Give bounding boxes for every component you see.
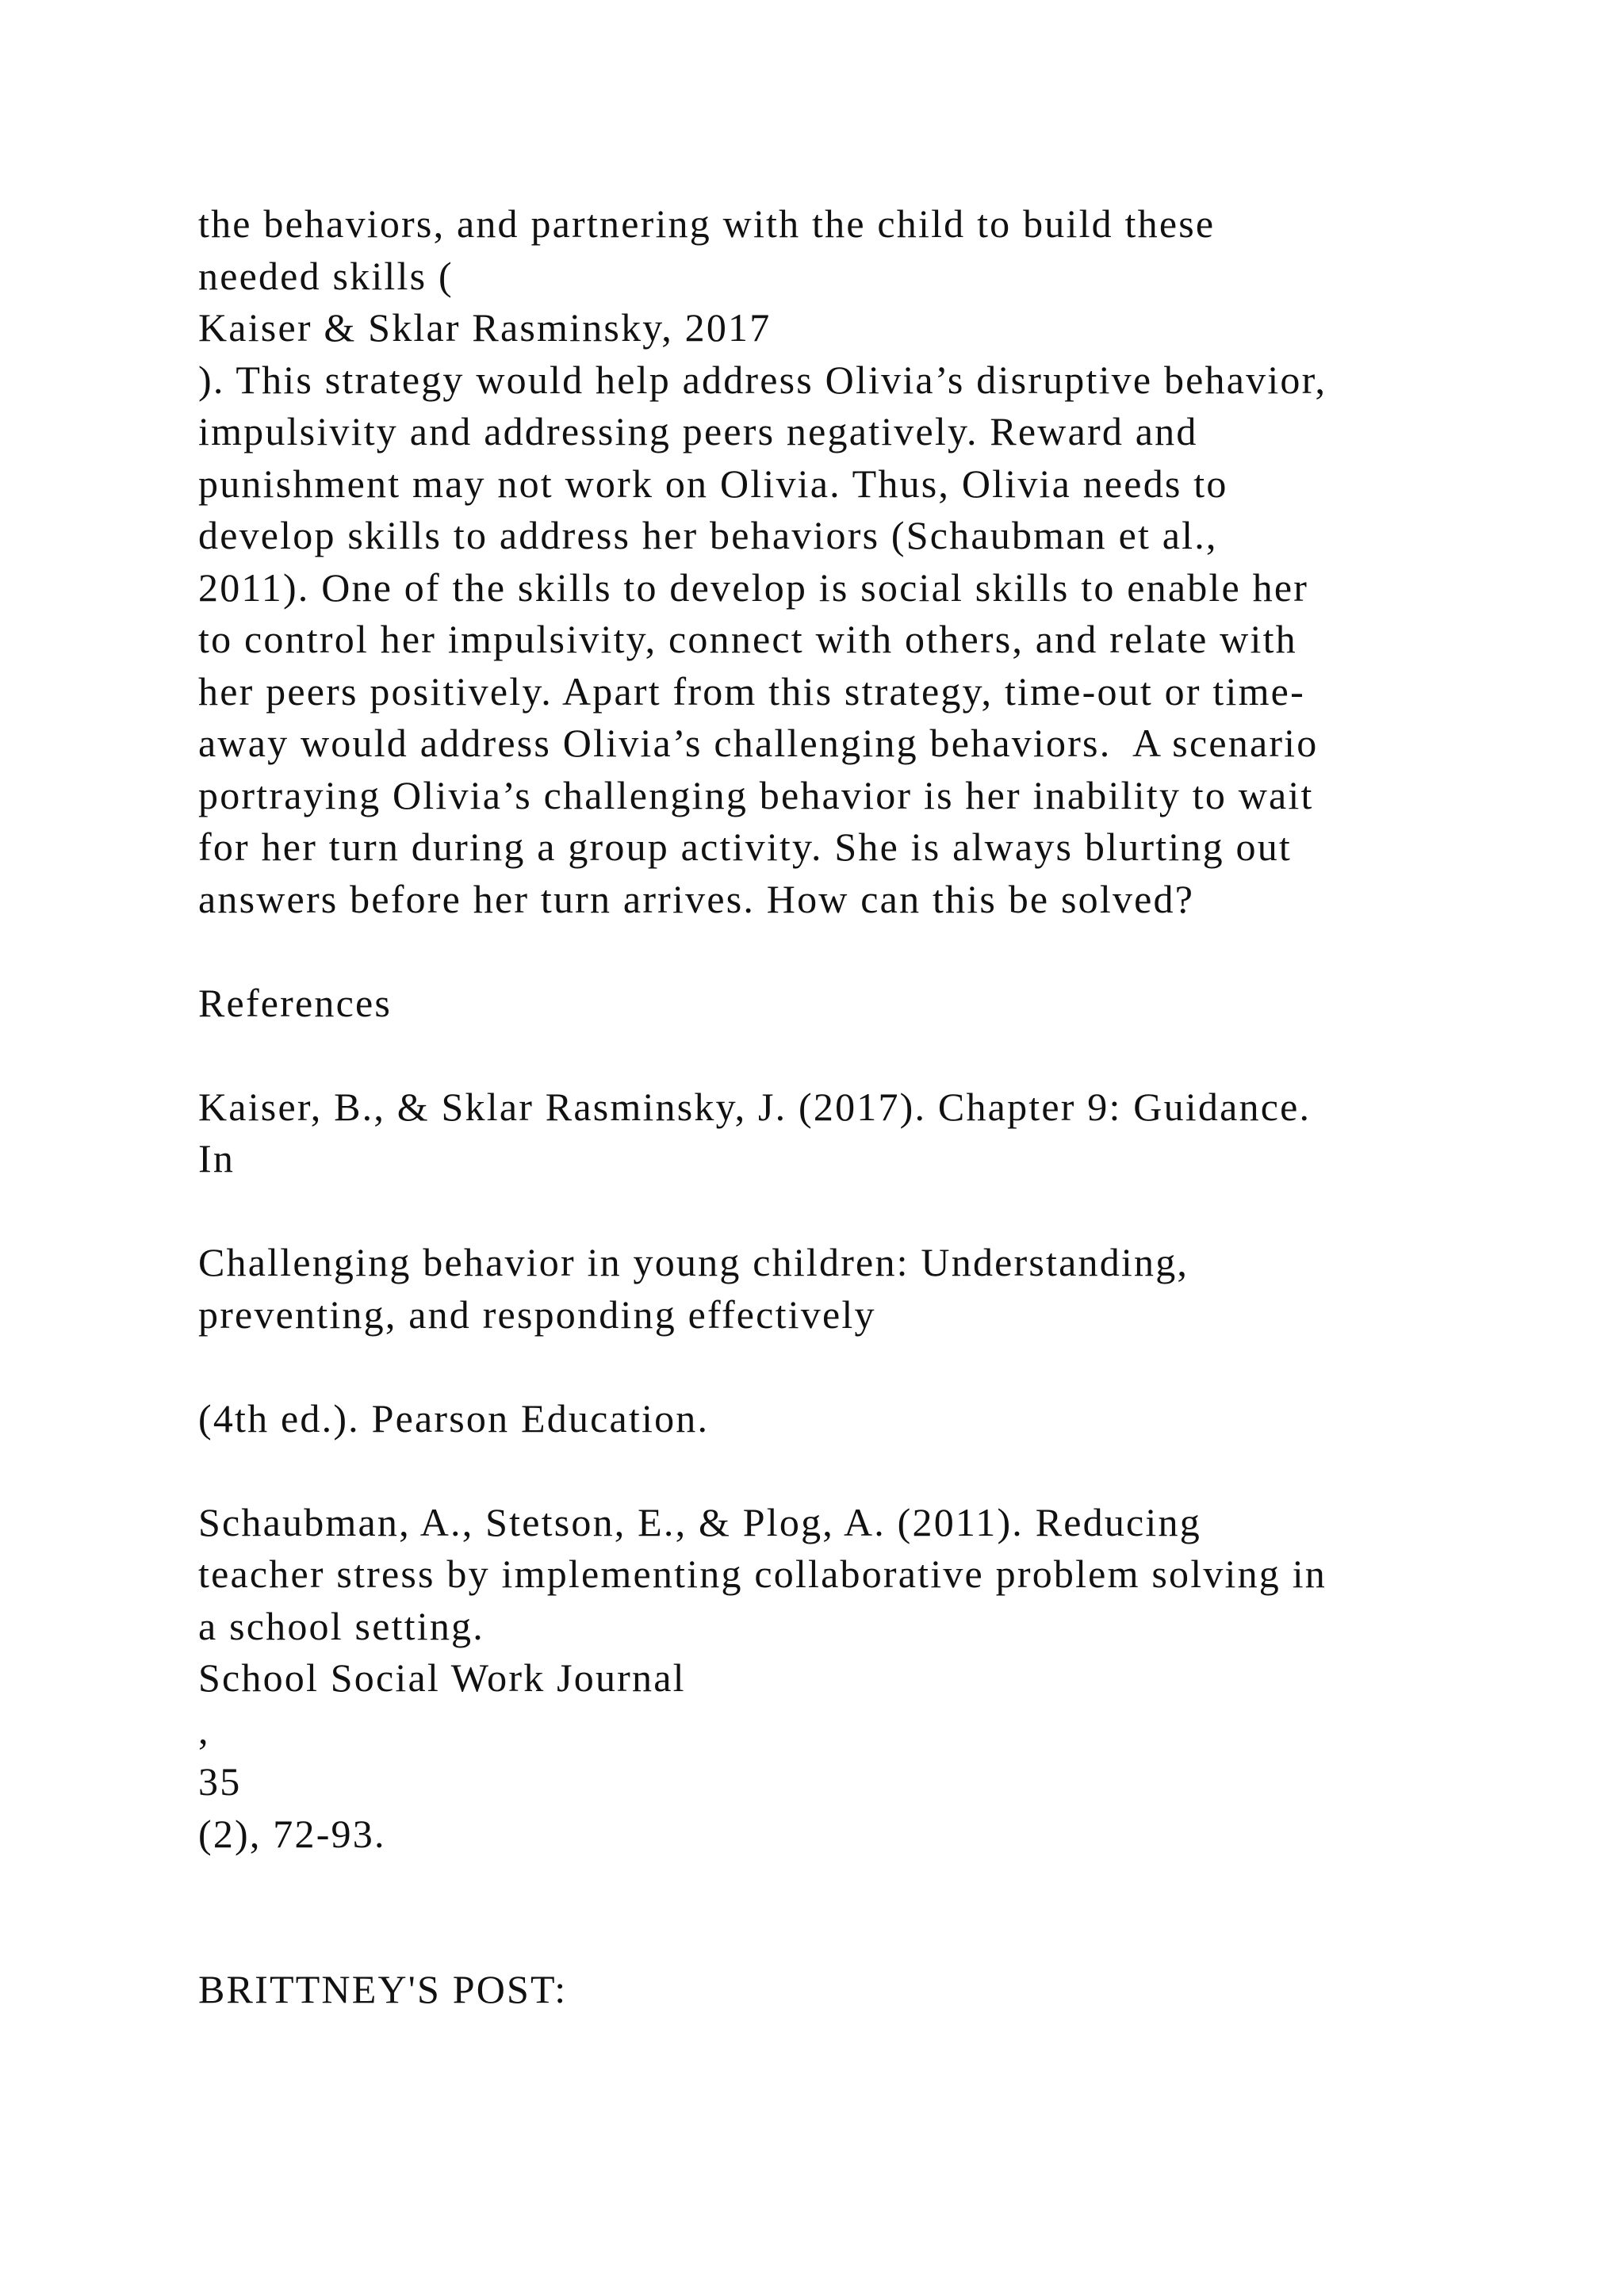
paragraph-line: to control her impulsivity, connect with others, and relate with [198,617,1297,661]
paragraph-line: ). This strategy would help address Olivia’s disruptive behavior, [198,357,1327,402]
body-paragraph [198,198,1499,925]
reference-line: teacher stress by implementing collaborative problem solving in [198,1552,1327,1596]
paragraph-line: answers before her turn arrives. How can this be solved? [198,876,1195,921]
paragraph-line: develop skills to address her behaviors (Schaubman et al., [198,513,1218,557]
reference-volume: 35 [198,1759,242,1804]
spacer [198,925,1499,978]
reference-line: In [198,1136,236,1181]
spacer [198,1445,1499,1497]
reference-line: a school setting. [198,1603,485,1648]
reference-line: Kaiser, B., & Sklar Rasminsky, J. (2017). Chapter 9: Guidance. [198,1084,1312,1129]
reference-book-title: Challenging behavior in young children: Understanding, [198,1240,1189,1284]
reference-journal: School Social Work Journal [198,1655,686,1700]
document-body [198,198,1499,2016]
spacer [198,1860,1499,1964]
reference-book-title: preventing, and responding effectively [198,1292,876,1337]
spacer [198,1341,1499,1393]
paragraph-line: 2011). One of the skills to develop is social skills to enable her [198,564,1309,610]
reference-issue-pages: (2), 72-93. [198,1811,386,1856]
paragraph-line: for her turn during a group activity. She is always blurting out [198,825,1292,869]
paragraph-line: needed skills ( [198,253,454,298]
reference-line: Schaubman, A., Stetson, E., & Plog, A. (2011). Reducing [198,1499,1201,1544]
paragraph-line: away would address Olivia’s challenging behaviors. A scenario [198,721,1319,765]
spacer [198,1029,1499,1081]
next-post-heading: BRITTNEY'S POST: [198,1967,568,2011]
paragraph-line: impulsivity and addressing peers negatively. Reward and [198,409,1198,453]
paragraph-line: her peers positively. Apart from this strategy, time-out or time- [198,668,1305,714]
spacer [198,1185,1499,1238]
paragraph-line: punishment may not work on Olivia. Thus, Olivia needs to [198,461,1228,506]
references-heading: References [198,980,393,1025]
reference-entry-kaiser [198,1081,1499,1445]
paragraph-line: the behaviors, and partnering with the child to build these [198,201,1216,246]
reference-entry-schaubman [198,1497,1499,1861]
reference-comma: , [198,1707,210,1752]
paragraph-line: portraying Olivia’s challenging behavior is her inability to wait [198,772,1314,817]
paragraph-line: Kaiser & Sklar Rasminsky, 2017 [198,305,772,350]
reference-publisher: (4th ed.). Pearson Education. [198,1395,710,1441]
